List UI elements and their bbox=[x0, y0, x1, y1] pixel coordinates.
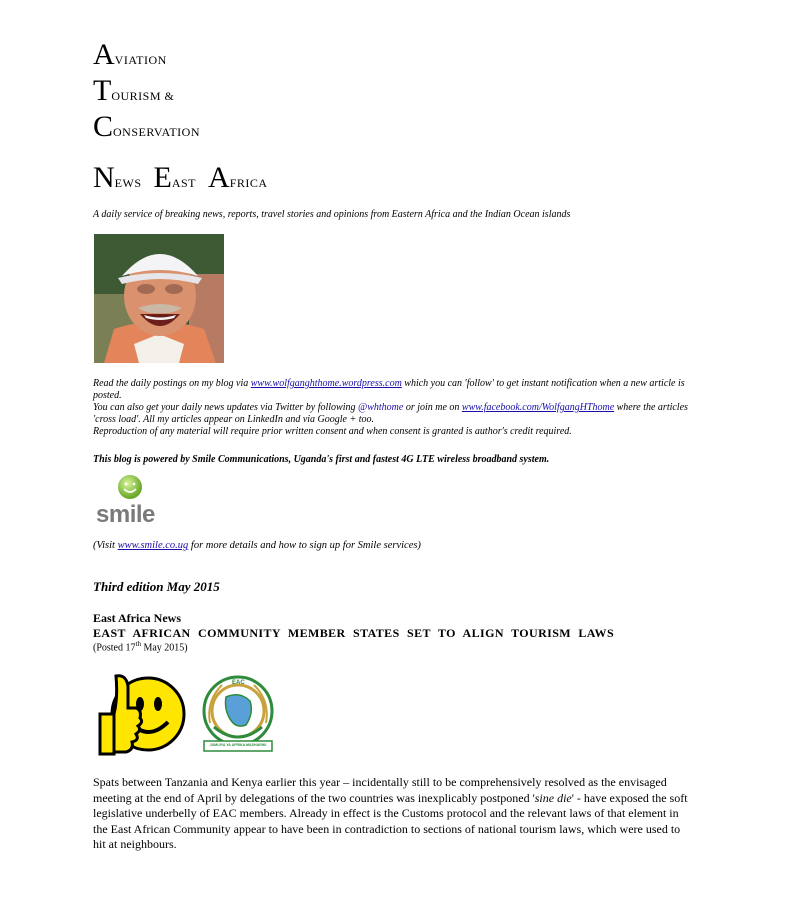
masthead-rest: AST bbox=[171, 176, 197, 190]
masthead-initial: A bbox=[208, 161, 230, 194]
posted-text: (Posted 17 bbox=[93, 642, 136, 654]
powered-by-text: This blog is powered by Smile Communications, Uganda's first and fastest 4G LTE wireless broadband system. bbox=[93, 454, 550, 465]
article-headline: EAST AFRICAN COMMUNITY MEMBER STATES SET TO ALIGN TOURISM LAWS bbox=[93, 626, 615, 640]
masthead-rest: OURISM & bbox=[111, 89, 175, 103]
masthead-initial: E bbox=[153, 161, 172, 194]
visit-text: for more details and how to sign up for Smile services) bbox=[188, 540, 421, 551]
masthead-line-conservation bbox=[93, 112, 200, 142]
thumbs-up-graphic bbox=[96, 668, 188, 760]
masthead-line-tourism bbox=[93, 76, 174, 106]
masthead-line-news-east-africa bbox=[93, 163, 268, 193]
masthead-initial: T bbox=[93, 74, 112, 107]
thumbs-up-smiley-icon bbox=[96, 668, 188, 760]
masthead-initial: A bbox=[93, 38, 115, 71]
posted-date bbox=[93, 640, 188, 653]
masthead-rest: EWS bbox=[114, 176, 142, 190]
visit-text: (Visit bbox=[93, 540, 118, 551]
visit-smile-text bbox=[93, 540, 421, 552]
blog-info-paragraph bbox=[93, 378, 703, 438]
author-photo bbox=[94, 234, 224, 363]
article-body-text: Spats between Tanzania and Kenya earlier this year – incidentally still to be comprehensively resolved as the envisaged meeting at the end of April by delegations of the two countries was inexplicably postponed ' bbox=[93, 775, 667, 805]
smile-logo bbox=[96, 473, 172, 529]
masthead-initial: N bbox=[93, 161, 115, 194]
facebook-link[interactable]: www.facebook.com/WolfgangHThome bbox=[461, 402, 615, 413]
masthead-rest: ONSERVATION bbox=[113, 125, 201, 139]
posted-sup: th bbox=[135, 640, 141, 648]
masthead-line-aviation bbox=[93, 40, 167, 70]
smile-link[interactable]: www.smile.co.ug bbox=[117, 540, 189, 551]
author-photo-illustration bbox=[94, 234, 224, 363]
eac-logo-bottom-text: JUMUIYA YA AFRIKA MASHARIKI bbox=[209, 743, 267, 747]
blog-info-text: Read the daily postings on my blog via bbox=[93, 378, 251, 389]
eac-logo-top-text: EAC bbox=[232, 680, 245, 686]
masthead-rest: FRICA bbox=[229, 176, 268, 190]
tagline: A daily service of breaking news, reports, travel stories and opinions from Eastern Africa and the Indian Ocean islands bbox=[93, 209, 571, 220]
eac-logo bbox=[196, 671, 280, 759]
reproduction-notice: Reproduction of any material will require prior written consent and when consent is granted is author's credit required. bbox=[93, 426, 572, 437]
masthead-initial: C bbox=[93, 110, 114, 143]
edition-title: Third edition May 2015 bbox=[93, 579, 220, 594]
posted-text: May 2015) bbox=[140, 642, 188, 654]
blog-link[interactable]: www.wolfganghthome.wordpress.com bbox=[250, 378, 402, 389]
article-body-emphasis: sine die bbox=[534, 790, 572, 805]
blog-info-text: which you can 'follow' to get instant notification when a new article is posted. bbox=[93, 378, 685, 401]
masthead-rest: VIATION bbox=[114, 53, 167, 67]
article-body-text: ' - have exposed the soft legislative underbelly of EAC members. Already in effect is the Customs protocol and the relevant laws of that element in the East African Community appear to have been in contradiction to sections of national tourism laws, which were used to hit at neighbours. bbox=[93, 790, 688, 852]
article-body bbox=[93, 775, 691, 853]
twitter-info-text: where the articles 'cross load'. All my articles appear on LinkedIn and via Google + too. bbox=[93, 402, 688, 425]
twitter-info-text: You can also get your daily news updates via Twitter by following bbox=[93, 402, 358, 413]
section-title: East Africa News bbox=[93, 611, 181, 625]
twitter-link[interactable]: @whthome bbox=[358, 402, 404, 413]
twitter-info-text: or join me on bbox=[403, 402, 462, 413]
smile-logo-text: smile bbox=[96, 501, 155, 528]
